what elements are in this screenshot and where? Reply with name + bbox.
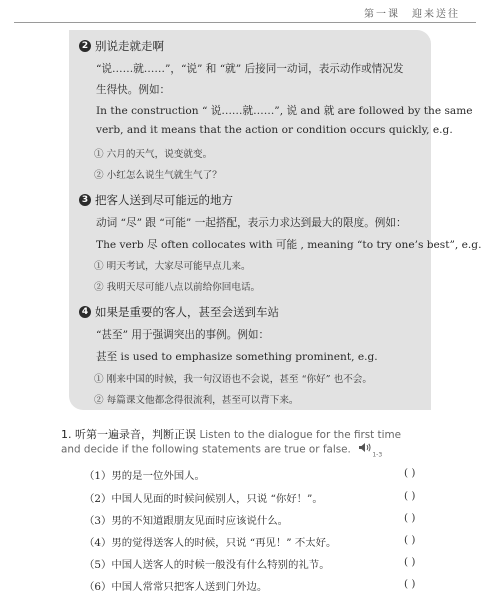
exercise-item-5: （5）中国人送客人的时候一般没有什么特别的礼节。: [84, 559, 330, 571]
exercise-item-3: （3）男的不知道跟朋友见面时应该说什么。: [84, 515, 289, 527]
exercise-title-en: Listen to the dialogue for the first time and decide if the following statements are true or false.: [61, 429, 402, 456]
section-3-example-1: ① 明天考试，大家尽可能早点儿来。: [94, 261, 251, 272]
answer-blank-1[interactable]: ( ): [404, 467, 416, 479]
section-2-example-1: ① 六月的天气，说变就变。: [94, 149, 213, 160]
exercise-title-zh: 1. 听第一遍录音，判断正误: [61, 428, 196, 441]
answer-blank-6[interactable]: ( ): [404, 578, 416, 590]
speaker-icon[interactable]: [358, 442, 372, 457]
exercise-item-6: （6）中国人常常只把客人送到门外边。: [84, 581, 268, 593]
section-2-example-2: ② 小红怎么说生气就生气了？: [94, 170, 222, 181]
section-3-line-1: 动词 “尽” 跟 “可能” 一起搭配，表示力求达到最大的限度。例如：: [96, 217, 407, 229]
answer-blank-5[interactable]: ( ): [404, 556, 416, 568]
section-2-line-1: “说……就……”，“说” 和 “就” 后接同一动词，表示动作或情况发: [96, 63, 404, 75]
section-4-line-1: “甚至” 用于强调突出的事例。例如：: [96, 329, 270, 341]
section-3-title-text: 把客人送到尽可能远的地方: [95, 193, 233, 207]
section-2-title-text: 别说走就走啊: [95, 39, 164, 53]
section-4-number: 4: [79, 306, 91, 318]
header-rule: [14, 22, 476, 23]
section-4-title-text: 如果是重要的客人，甚至会送到车站: [95, 305, 279, 319]
exercise-item-2: （2）中国人见面的时候问候别人，只说 “你好！”。: [84, 493, 323, 505]
section-3-line-2: The verb 尽 often collocates with 可能 , meaning “to try one’s best”, e.g.: [96, 239, 482, 251]
section-4-example-1: ① 刚来中国的时候，我一句汉语也不会说，甚至 “你好” 也不会。: [94, 374, 372, 385]
section-3-example-2: ② 我明天尽可能八点以前给你回电话。: [94, 282, 261, 293]
section-3-number: 3: [79, 194, 91, 206]
section-4-example-2: ② 每篇课文他都念得很流利，甚至可以背下来。: [94, 395, 299, 406]
answer-blank-2[interactable]: ( ): [404, 490, 416, 502]
section-3-title: [79, 192, 233, 208]
track-number: 1-3: [372, 451, 383, 459]
exercise-title: [61, 428, 421, 463]
answer-blank-3[interactable]: ( ): [404, 512, 416, 524]
section-2-line-3: In the construction “ 说……就……”, 说 and 就 are followed by the same: [96, 105, 473, 117]
section-4-line-2: 甚至 is used to emphasize something prominent, e.g.: [96, 351, 378, 363]
exercise-item-4: （4）男的觉得送客人的时候，只说 “再见！” 不太好。: [84, 537, 337, 549]
section-2-line-4: verb, and it means that the action or condition occurs quickly, e.g.: [96, 124, 453, 136]
section-2-number: 2: [79, 40, 91, 52]
section-2-line-2: 生得快。例如：: [96, 84, 171, 96]
header-text: 第一课 迎来送往: [364, 9, 460, 20]
answer-blank-4[interactable]: ( ): [404, 534, 416, 546]
exercise-item-1: （1）男的是一位外国人。: [84, 470, 205, 482]
section-4-title: [79, 304, 279, 320]
section-2-title: [79, 38, 164, 54]
